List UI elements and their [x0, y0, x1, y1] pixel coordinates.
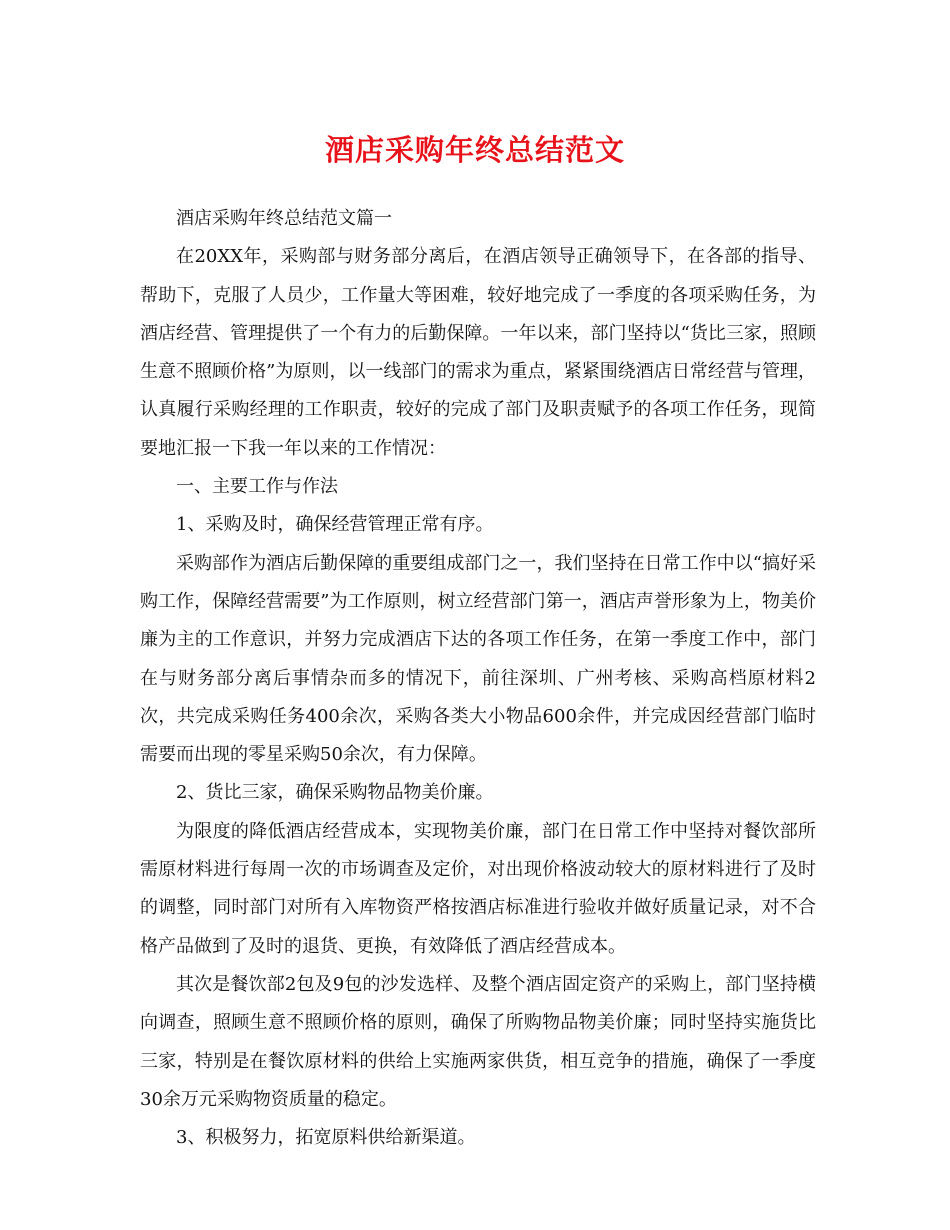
document-body: [140, 200, 816, 1157]
paragraph-intro: 在20XX年，采购部与财务部分离后，在酒店领导正确领导下，在各部的指导、帮助下，克服了人员少，工作量大等困难，较好地完成了一季度的各项采购任务，为酒店经营、管理提供了一个有力的后勤保障。一年以来，部门坚持以“货比三家，照顾生意不照顾价格”为原则，以一线部门的需求为重点，紧紧围绕酒店日常经营与管理，认真履行采购经理的工作职责，较好的完成了部门及职责赋予的各项工作任务，现简要地汇报一下我一年以来的工作情况：: [140, 246, 816, 459]
subheading-new-channels: 3、积极努力，拓宽原料供给新渠道。: [176, 1127, 476, 1149]
paragraph-fixed-assets: 其次是餐饮部2包及9包的沙发选样、及整个酒店固定资产的采购上，部门坚持横向调查，照顾生意不照顾价格的原则，确保了所购物品物美价廉；同时坚持实施货比三家，特别是在餐饮原材料的供给上实施两家供货，相互竞争的措施，确保了一季度30余万元采购物资质量的稳定。: [140, 973, 816, 1110]
paragraph-timely-purchasing: 采购部作为酒店后勤保障的重要组成部门之一，我们坚持在日常工作中以“搞好采购工作，保障经营需要”为工作原则，树立经营部门第一，酒店声誉形象为上，物美价廉为主的工作意识，并努力完成酒店下达的各项工作任务，在第一季度工作中，部门在与财务部分离后事情杂而多的情况下，前往深圳、广州考核、采购高档原材料2次，共完成采购任务400余次，采购各类大小物品600余件，并完成因经营部门临时需要而出现的零星采购50余次，有力保障。: [140, 552, 816, 766]
paragraph-cost-control: 为限度的降低酒店经营成本，实现物美价廉，部门在日常工作中坚持对餐饮部所需原材料进行每周一次的市场调查及定价，对出现价格波动较大的原材料进行了及时的调整，同时部门对所有入库物资严格按酒店标准进行验收并做好质量记录，对不合格产品做到了及时的退货、更换，有效降低了酒店经营成本。: [140, 820, 816, 957]
subheading-timely-purchasing: 1、采购及时，确保经营管理正常有序。: [176, 514, 494, 536]
section-heading-article-one: 酒店采购年终总结范文篇一: [176, 208, 392, 229]
document-title: 酒店采购年终总结范文: [324, 133, 625, 167]
section-heading-main-work: 一、主要工作与作法: [176, 476, 338, 498]
subheading-compare-suppliers: 2、货比三家，确保采购物品物美价廉。: [176, 782, 494, 804]
